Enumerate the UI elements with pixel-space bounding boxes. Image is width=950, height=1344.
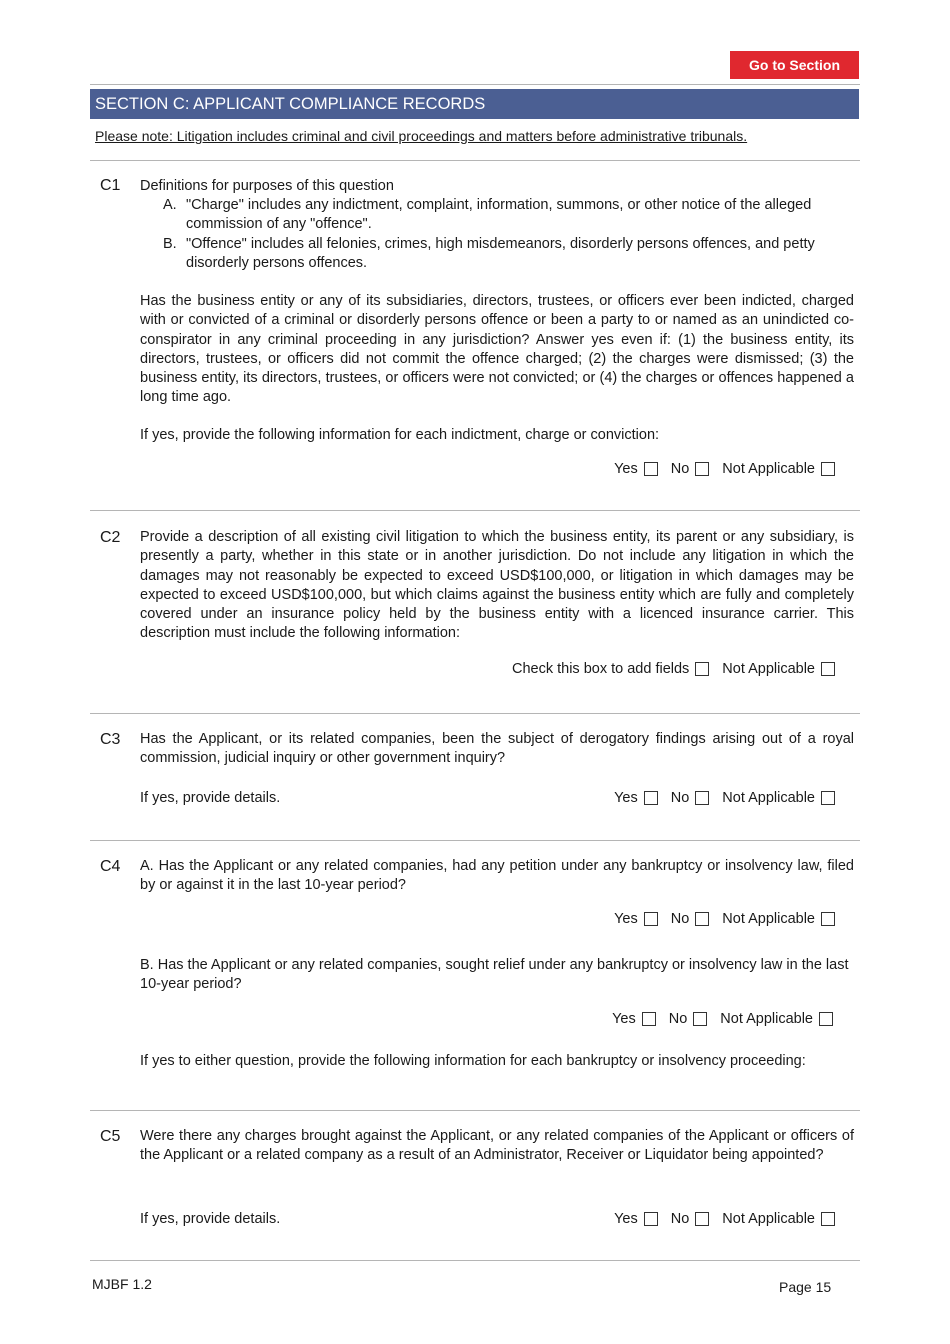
- section-title: SECTION C: APPLICANT COMPLIANCE RECORDS: [90, 89, 859, 119]
- c4b-options: [612, 1011, 833, 1027]
- c4a-no-checkbox[interactable]: [695, 912, 709, 926]
- c4b-no-checkbox[interactable]: [693, 1012, 707, 1026]
- c5-na-checkbox[interactable]: [821, 1212, 835, 1226]
- question-number-c4: C4: [100, 858, 121, 875]
- c5-yes-checkbox[interactable]: [644, 1212, 658, 1226]
- c1-followup: If yes, provide the following information for each indictment, charge or conviction:: [140, 427, 660, 443]
- c5-question: Were there any charges brought against the Applicant, or any related companies of the Applicant or officers of the Applicant or a related company as a result of an Administrator, Receiver or Liquidator being appointed?: [140, 1128, 854, 1164]
- c5-options: [614, 1211, 835, 1227]
- c1-na-checkbox[interactable]: [821, 462, 835, 476]
- divider: [90, 510, 860, 511]
- top-divider: [90, 84, 860, 85]
- divider: [90, 1260, 860, 1261]
- c1-options: [614, 461, 835, 477]
- c1-yes-checkbox[interactable]: [644, 462, 658, 476]
- c2-options: [512, 661, 835, 677]
- question-number-c1: C1: [100, 177, 121, 194]
- c4-followup: If yes to either question, provide the following information for each bankruptcy or insolvency proceeding:: [140, 1053, 806, 1069]
- litigation-note: Please note: Litigation includes criminal and civil proceedings and matters before administrative tribunals.: [95, 128, 748, 144]
- c3-options: [614, 790, 835, 806]
- no-label: No: [670, 911, 690, 927]
- yes-label: Yes: [614, 1211, 638, 1227]
- c4a-na-checkbox[interactable]: [821, 912, 835, 926]
- c3-yes-checkbox[interactable]: [644, 791, 658, 805]
- no-label: No: [668, 1011, 688, 1027]
- question-number-c3: C3: [100, 731, 121, 748]
- c3-followup: If yes, provide details.: [140, 790, 281, 806]
- no-label: No: [670, 790, 690, 806]
- na-label: Not Applicable: [722, 661, 815, 677]
- c4a-options: [614, 911, 835, 927]
- no-label: No: [670, 1211, 690, 1227]
- c4b-yes-checkbox[interactable]: [642, 1012, 656, 1026]
- c3-na-checkbox[interactable]: [821, 791, 835, 805]
- c1-definition-b: [163, 235, 854, 274]
- c4b-na-checkbox[interactable]: [819, 1012, 833, 1026]
- na-label: Not Applicable: [720, 1011, 813, 1027]
- c3-no-checkbox[interactable]: [695, 791, 709, 805]
- c1-no-checkbox[interactable]: [695, 462, 709, 476]
- def-a-text: "Charge" includes any indictment, complaint, information, summons, or other notice of the alleged: [186, 197, 812, 213]
- c3-question: Has the Applicant, or its related companies, been the subject of derogatory findings arising out of a royal commission, judicial inquiry or other government inquiry?: [140, 731, 854, 767]
- c1-question: Has the business entity or any of its subsidiaries, directors, trustees, or officers ever been indicted, charged with or convicted of a criminal or disorderly persons offence or been a party to or named as an unindicted co-conspirator in any criminal proceeding in any jurisdiction? Answer yes even if: (1) the business entity, its directors, trustees, or officers did not commit the offence charged; (2) the charges were dismissed; (3) the business entity, its directors, trustees, or officers were not convicted; or (4) the charges or offences happened a long time ago.: [140, 293, 854, 406]
- c5-no-checkbox[interactable]: [695, 1212, 709, 1226]
- no-label: No: [670, 461, 690, 477]
- divider: [90, 713, 860, 714]
- def-a-label: A.: [163, 197, 177, 213]
- def-a-continuation: commission of any "offence".: [186, 216, 372, 233]
- c1-definition-a: [163, 196, 854, 235]
- c4a-yes-checkbox[interactable]: [644, 912, 658, 926]
- yes-label: Yes: [612, 1011, 636, 1027]
- def-b-continuation: disorderly persons offences.: [186, 255, 368, 272]
- yes-label: Yes: [614, 911, 638, 927]
- c2-question: Provide a description of all existing civil litigation to which the business entity, its parent or any subsidiary, is presently a party, whether in this state or in another jurisdiction. Do not include any litigation in which the damages may not reasonably be expected to exceed USD$100,000, or litigation in which damages may be expected to exceed USD$100,000, but which claims against the business entity which are fully and completely covered under an insurance policy held by the business entity with a licenced insurance carrier. This description must include the following information:: [140, 529, 854, 642]
- def-b-label: B.: [163, 236, 177, 252]
- c2-add-fields-checkbox[interactable]: [695, 662, 709, 676]
- yes-label: Yes: [614, 790, 638, 806]
- page-number: Page 15: [779, 1279, 832, 1295]
- c4-question-b: B. Has the Applicant or any related companies, sought relief under any bankruptcy or insolvency law in the last 10-year period?: [140, 957, 849, 993]
- c4-question-a: A. Has the Applicant or any related companies, had any petition under any bankruptcy or insolvency law, filed by or against it in the last 10-year period?: [140, 858, 854, 894]
- divider: [90, 1110, 860, 1111]
- c1-intro: Definitions for purposes of this question: [140, 178, 394, 194]
- yes-label: Yes: [614, 461, 638, 477]
- add-fields-label: Check this box to add fields: [511, 661, 690, 677]
- go-to-section-button[interactable]: Go to Section: [730, 51, 859, 79]
- divider: [90, 160, 860, 161]
- question-number-c5: C5: [100, 1128, 121, 1145]
- na-label: Not Applicable: [722, 461, 815, 477]
- form-id: MJBF 1.2: [92, 1276, 152, 1292]
- c2-na-checkbox[interactable]: [821, 662, 835, 676]
- na-label: Not Applicable: [722, 911, 815, 927]
- c5-followup: If yes, provide details.: [140, 1211, 281, 1227]
- divider: [90, 840, 860, 841]
- na-label: Not Applicable: [722, 790, 815, 806]
- def-b-text: "Offence" includes all felonies, crimes, high misdemeanors, disorderly persons offences, and petty: [186, 236, 815, 252]
- na-label: Not Applicable: [722, 1211, 815, 1227]
- question-number-c2: C2: [100, 529, 121, 546]
